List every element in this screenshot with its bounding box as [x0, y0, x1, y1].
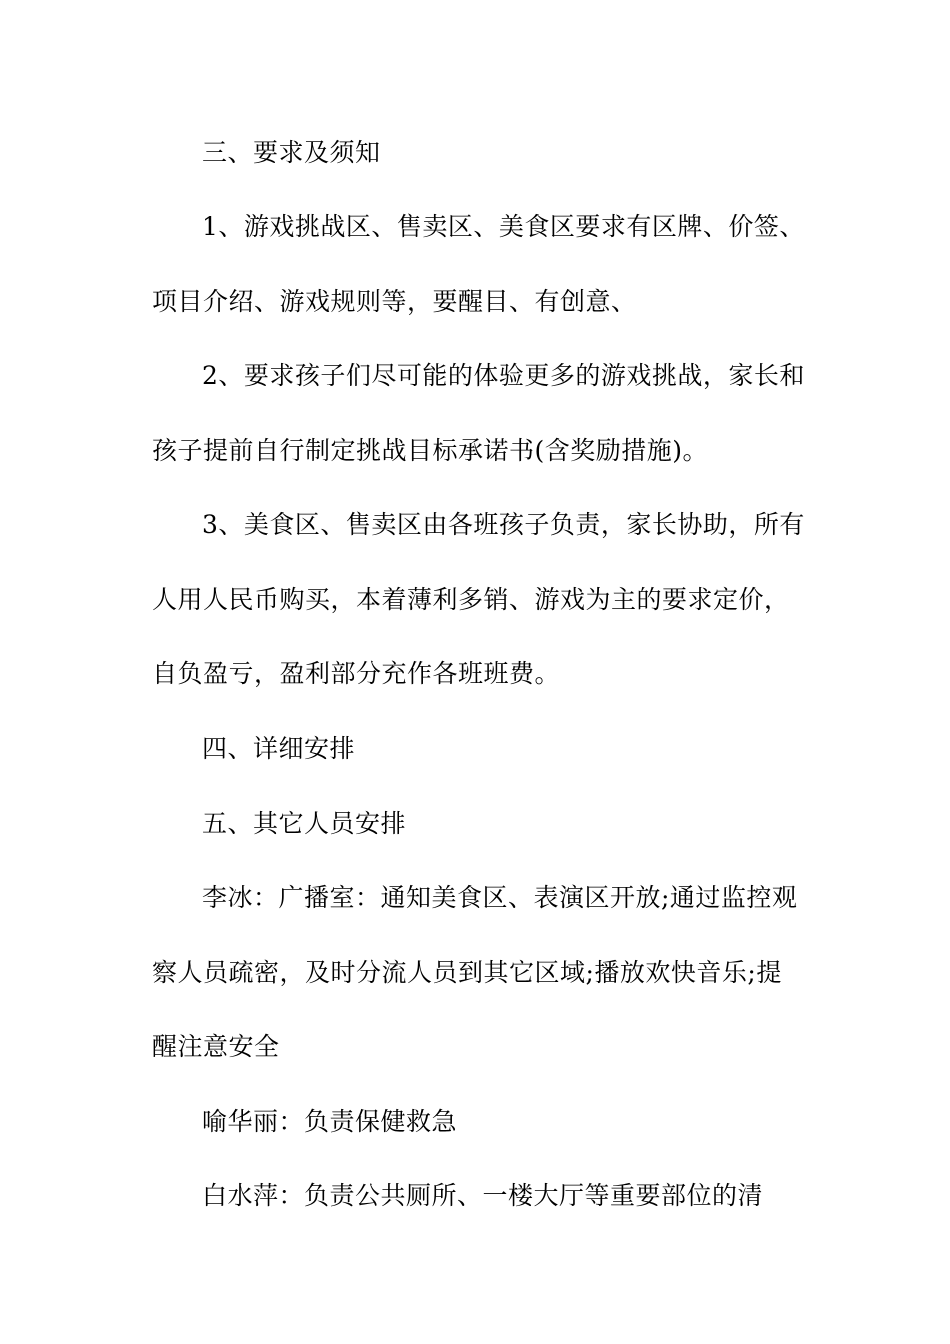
paragraph-line: 察人员疏密，及时分流人员到其它区域;播放欢快音乐;提	[152, 958, 782, 987]
section-heading-staff-arrangement: 五、其它人员安排	[202, 809, 407, 838]
section-heading-detailed-arrangement: 四、详细安排	[202, 734, 356, 763]
paragraph-line: 人用人民币购买，本着薄利多销、游戏为主的要求定价，	[152, 585, 790, 614]
paragraph-line: 1、游戏挑战区、售卖区、美食区要求有区牌、价签、	[202, 212, 805, 241]
paragraph-line: 自负盈亏，盈利部分充作各班班费。	[152, 659, 561, 688]
paragraph-line: 孩子提前自行制定挑战目标承诺书(含奖励措施)。	[152, 436, 709, 465]
paragraph-line: 2、要求孩子们尽可能的体验更多的游戏挑战，家长和	[202, 361, 805, 390]
paragraph-line: 项目介绍、游戏规则等，要醒目、有创意、	[152, 287, 637, 316]
section-heading-requirements: 三、要求及须知	[202, 138, 381, 167]
paragraph-line: 李冰：广播室：通知美食区、表演区开放;通过监控观	[202, 883, 798, 912]
paragraph-line: 醒注意安全	[152, 1032, 280, 1061]
paragraph-line: 喻华丽：负责保健救急	[202, 1107, 458, 1136]
paragraph-line: 白水萍：负责公共厕所、一楼大厅等重要部位的清	[202, 1181, 764, 1210]
paragraph-line: 3、美食区、售卖区由各班孩子负责，家长协助，所有	[202, 510, 805, 539]
